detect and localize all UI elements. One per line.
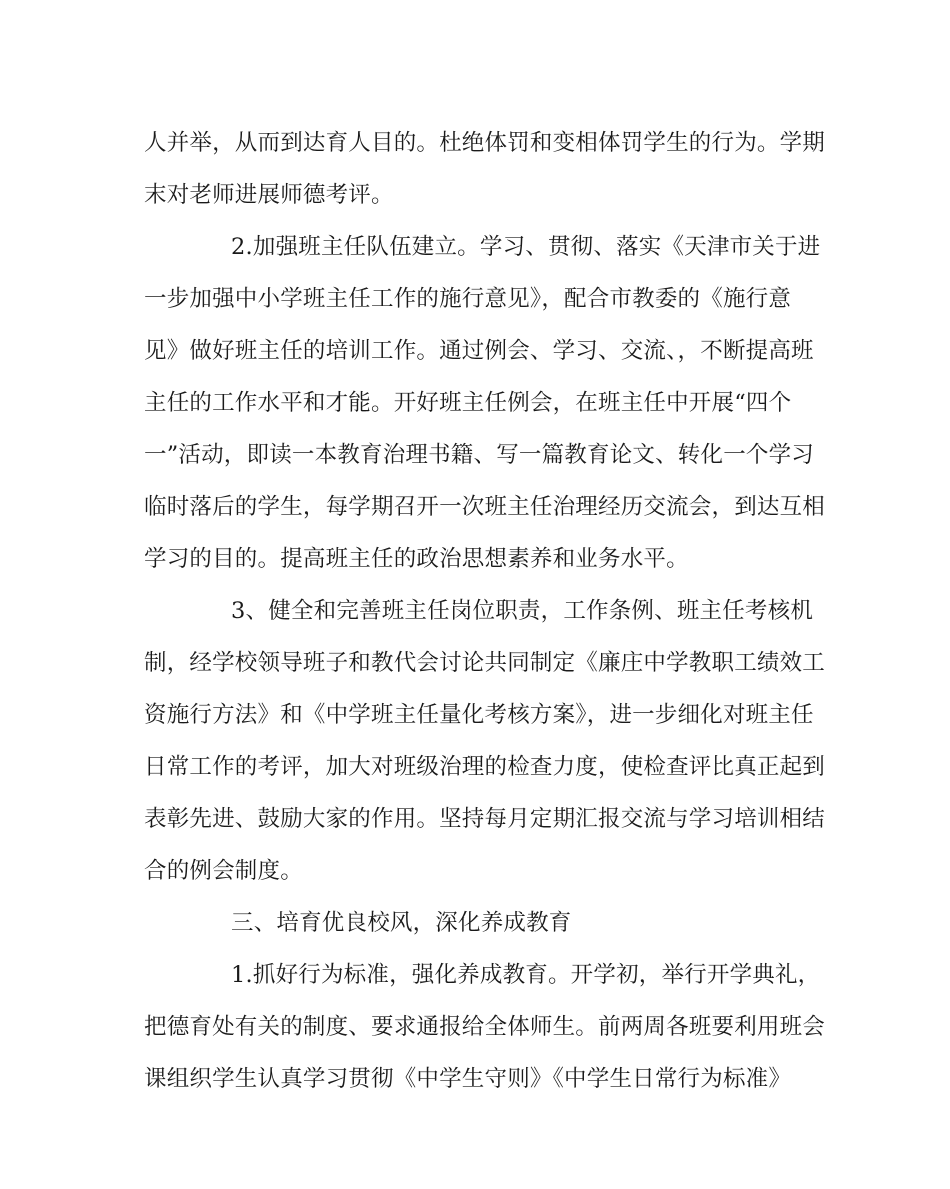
paragraph-line: 课组织学生认真学习贯彻《中学生守则》《中学生日常行为标准》 — [144, 1066, 792, 1092]
paragraph-line: 把德育处有关的制度、要求通报给全体师生。前两周各班要利用班会 — [144, 1014, 826, 1040]
paragraph-line: 见》做好班主任的培训工作。通过例会、学习、交流、，不断提高班 — [144, 338, 814, 364]
paragraph-line: 一步加强中小学班主任工作的施行意见》，配合市教委的《施行意 — [144, 286, 792, 312]
paragraph-line: 学习的目的。提高班主任的政治思想素养和业务水平。 — [144, 546, 689, 572]
paragraph-line: 1.抓好行为标准，强化养成教育。开学初，举行开学典礼， — [231, 962, 821, 988]
paragraph-line: 资施行方法》和《中学班主任量化考核方案》，进一步细化对班主任 — [144, 702, 814, 728]
paragraph-line: 3、健全和完善班主任岗位职责，工作条例、班主任考核机 — [231, 598, 814, 624]
paragraph-line: 临时落后的学生，每学期召开一次班主任治理经历交流会，到达互相 — [144, 494, 826, 520]
paragraph-line: 制，经学校领导班子和教代会讨论共同制定《廉庄中学教职工绩效工 — [144, 650, 826, 676]
paragraph-line: 一”活动，即读一本教育治理书籍、写一篇教育论文、转化一个学习 — [144, 442, 815, 468]
paragraph-line: 合的例会制度。 — [144, 858, 303, 884]
paragraph-line: 末对老师进展师德考评。 — [144, 182, 394, 208]
section-heading: 三、培育优良校风，深化养成教育 — [231, 910, 572, 936]
paragraph-line: 主任的工作水平和才能。开好班主任例会，在班主任中开展“四个 — [144, 390, 792, 416]
paragraph-line: 2.加强班主任队伍建立。学习、贯彻、落实《天津市关于进 — [231, 234, 821, 260]
paragraph-line: 人并举，从而到达育人目的。杜绝体罚和变相体罚学生的行为。学期 — [144, 130, 826, 156]
paragraph-line: 日常工作的考评，加大对班级治理的检查力度，使检查评比真正起到 — [144, 754, 826, 780]
paragraph-line: 表彰先进、鼓励大家的作用。坚持每月定期汇报交流与学习培训相结 — [144, 806, 826, 832]
